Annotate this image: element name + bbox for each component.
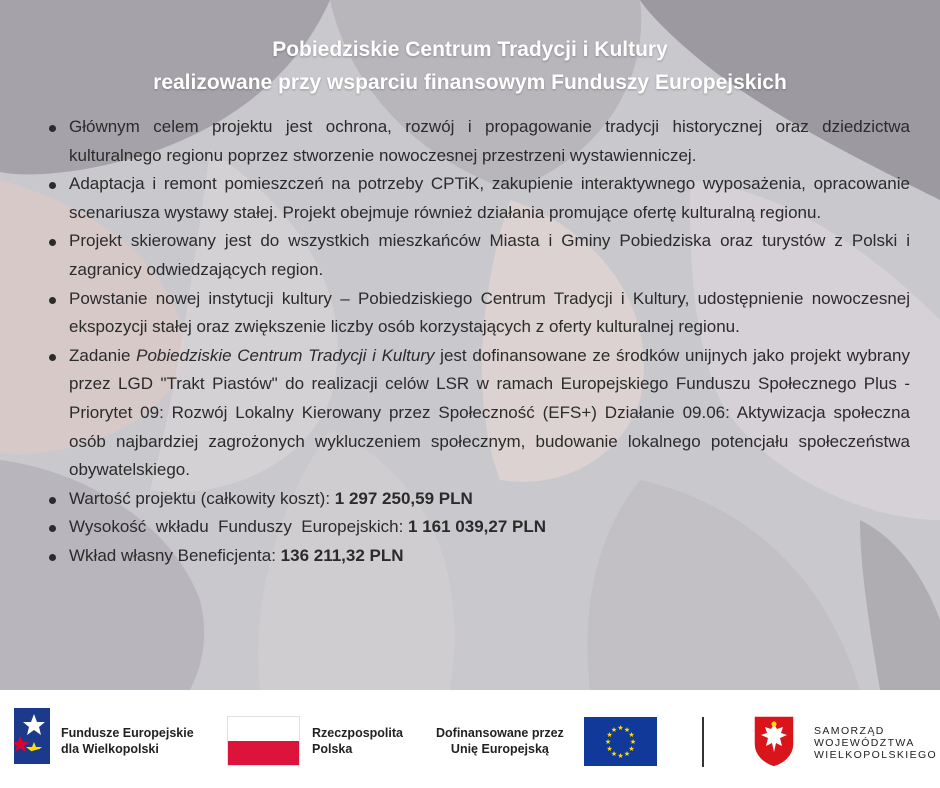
- eu-flag-icon: [584, 717, 657, 766]
- own-contribution-label: Wkład własny Beneficjenta:: [69, 545, 281, 565]
- eu-contribution-value: 1 161 039,27 PLN: [408, 517, 547, 537]
- svg-text:★: ★: [617, 752, 624, 760]
- list-item: [46, 170, 910, 227]
- logo-divider: [702, 717, 704, 767]
- list-item: [46, 342, 910, 485]
- total-cost-value: 1 297 250,59 PLN: [334, 488, 473, 508]
- title-line-2: realizowane przy wsparciu finansowym Funduszy Europejskich: [153, 71, 787, 94]
- sw-logo-line-1: SAMORZĄD: [814, 725, 885, 737]
- list-item-text: Powstanie nowej instytucji kultury – Pobiedziskiego Centrum Tradycji i Kultury, udostępnienie nowoczesnej ekspozycji stałej oraz zwiększenie liczby osób korzystających z oferty kulturalnej regionu.: [69, 288, 910, 337]
- wielkopolska-coat-of-arms-icon: [752, 714, 796, 768]
- sw-logo-line-3: WIELKOPOLSKIEGO: [814, 749, 938, 761]
- rp-logo-line-1: Rzeczpospolita: [312, 726, 403, 740]
- list-item-text: Głównym celem projektu jest ochrona, rozwój i propagowanie tradycji historycznej oraz dziedzictwa kulturalnego regionu poprzez stworzenie nowoczesnej przestrzeni wystawienniczej.: [69, 117, 910, 165]
- list-item-eu-contribution: [46, 513, 910, 542]
- rp-logo-text: [312, 725, 403, 757]
- list-item-text: Projekt skierowany jest do wszystkich mieszkańców Miasta i Gminy Pobiedziska oraz turystów z Polski i zagranicy odwiedzających region.: [69, 231, 910, 279]
- rp-logo-line-2: Polska: [312, 742, 353, 756]
- svg-text:★: ★: [629, 738, 637, 746]
- page-title: [0, 33, 940, 99]
- svg-text:★: ★: [628, 745, 635, 753]
- sw-logo-text: [814, 725, 937, 761]
- funding-logos-bar: [0, 690, 940, 788]
- title-line-1: Pobiedziskie Centrum Tradycji i Kultury: [272, 38, 668, 61]
- svg-text:★: ★: [623, 750, 631, 758]
- list-item-text: Adaptacja i remont pomieszczeń na potrzeby CPTiK, zakupienie interaktywnego wyposażenia, opracowanie scenariusza wystawy stałej. Projekt obejmuje również działania promujące ofertę kulturalną regionu.: [69, 174, 910, 222]
- svg-text:★: ★: [623, 726, 631, 734]
- eu-logo-line-1: Dofinansowane przez: [436, 726, 564, 740]
- svg-text:★: ★: [606, 745, 613, 753]
- fe-logo-line-2: dla Wielkopolski: [61, 742, 159, 756]
- project-info-list: [46, 113, 910, 571]
- fundusze-europejskie-logo-icon: [14, 708, 50, 764]
- project-name-italic: Pobiedziskie Centrum Tradycji i Kultury: [136, 345, 435, 365]
- eu-logo-text: [436, 725, 564, 757]
- svg-text:★: ★: [604, 738, 612, 746]
- svg-text:★: ★: [606, 731, 613, 739]
- list-item: [46, 227, 910, 284]
- list-item-total-cost: [46, 485, 910, 514]
- total-cost-label: Wartość projektu (całkowity koszt):: [69, 488, 335, 508]
- list-item-prefix: Zadanie: [69, 345, 137, 365]
- svg-text:★: ★: [617, 724, 624, 732]
- list-item: [46, 285, 910, 342]
- eu-contribution-label: Wysokość wkładu Funduszy Europejskich:: [69, 517, 409, 537]
- list-item-text: jest dofinansowane ze środków unijnych jako projekt wybrany przez LGD "Trakt Piastów" do realizacji celów LSR w ramach Europejskiego Funduszu Społecznego Plus - Priorytet 09: Rozwój Lokalny Kierowany przez Społeczność (EFS+) Działanie 09.06: Aktywizacja społeczna osób najbardziej zagrożonych wykluczeniem społecznym, budowanie lokalnego potencjału społeczeństwa obywatelskiego.: [69, 345, 910, 480]
- svg-text:★: ★: [610, 750, 618, 758]
- fe-logo-text: [61, 725, 194, 757]
- list-item-own-contribution: [46, 542, 910, 571]
- fe-logo-line-1: Fundusze Europejskie: [61, 726, 194, 740]
- list-item: [46, 113, 910, 170]
- svg-text:★: ★: [628, 731, 635, 739]
- sw-logo-line-2: WOJEWÓDZTWA: [814, 737, 915, 749]
- eu-logo-line-2: Unię Europejską: [450, 742, 549, 756]
- svg-text:★: ★: [610, 726, 618, 734]
- own-contribution-value: 136 211,32 PLN: [280, 545, 404, 565]
- polish-flag-icon: [227, 716, 300, 766]
